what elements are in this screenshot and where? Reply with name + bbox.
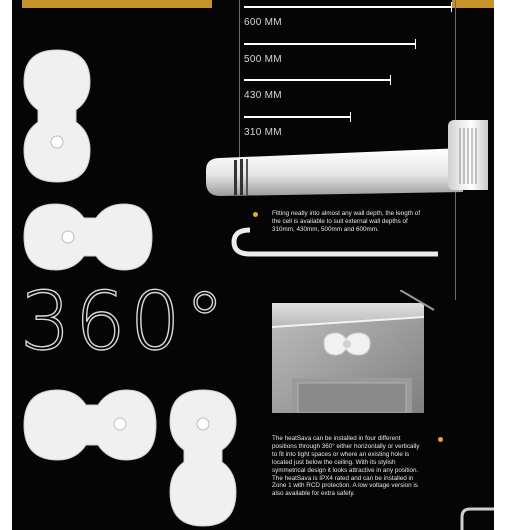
depth-label-600: 600 MM — [244, 17, 282, 28]
unit-vertical-top-illustration — [18, 46, 96, 186]
depth-line-500 — [244, 43, 416, 45]
unit-horizontal-middle-illustration — [20, 198, 156, 276]
depth-label-310: 310 MM — [244, 127, 282, 138]
fitting-paragraph: Fitting neatly into almost any wall depth, the length of the cell is available to suit external wall depths of 310mm, 430mm, 500mm and 600mm. — [272, 210, 421, 233]
corner-shadow-lines — [400, 290, 440, 320]
depth-tick-430 — [390, 75, 391, 85]
top-accent-bar — [22, 0, 212, 8]
heat-cell-tube-illustration — [198, 114, 488, 264]
top-accent-bar-right — [452, 0, 494, 8]
depth-tick-600 — [451, 2, 452, 12]
depth-tick-500 — [415, 39, 416, 49]
unit-horizontal-bottom-illustration — [20, 384, 160, 466]
depth-label-430: 430 MM — [244, 90, 282, 101]
depth-line-430 — [244, 79, 391, 81]
install-bullet — [438, 437, 443, 442]
fitting-bullet — [253, 212, 258, 217]
depth-label-500: 500 MM — [244, 54, 282, 65]
bottom-corner-bracket — [454, 505, 494, 530]
rotation-heading: 360° — [20, 275, 229, 368]
depth-line-600 — [244, 6, 452, 8]
black-panel — [12, 0, 494, 530]
install-paragraph: The heatSava can be installed in four different positions through 360° either horizontally or vertically to fit into tight spaces or where an existing hole is located just below the ceiling. With its stylish symmetrical design it looks attractive in any position. The heatSava is IPX4 rated and can be installed in Zone 1 with RCD protection. A low voltage version is also available for extra safety. — [272, 435, 420, 498]
unit-vertical-bottom-illustration — [164, 386, 242, 530]
